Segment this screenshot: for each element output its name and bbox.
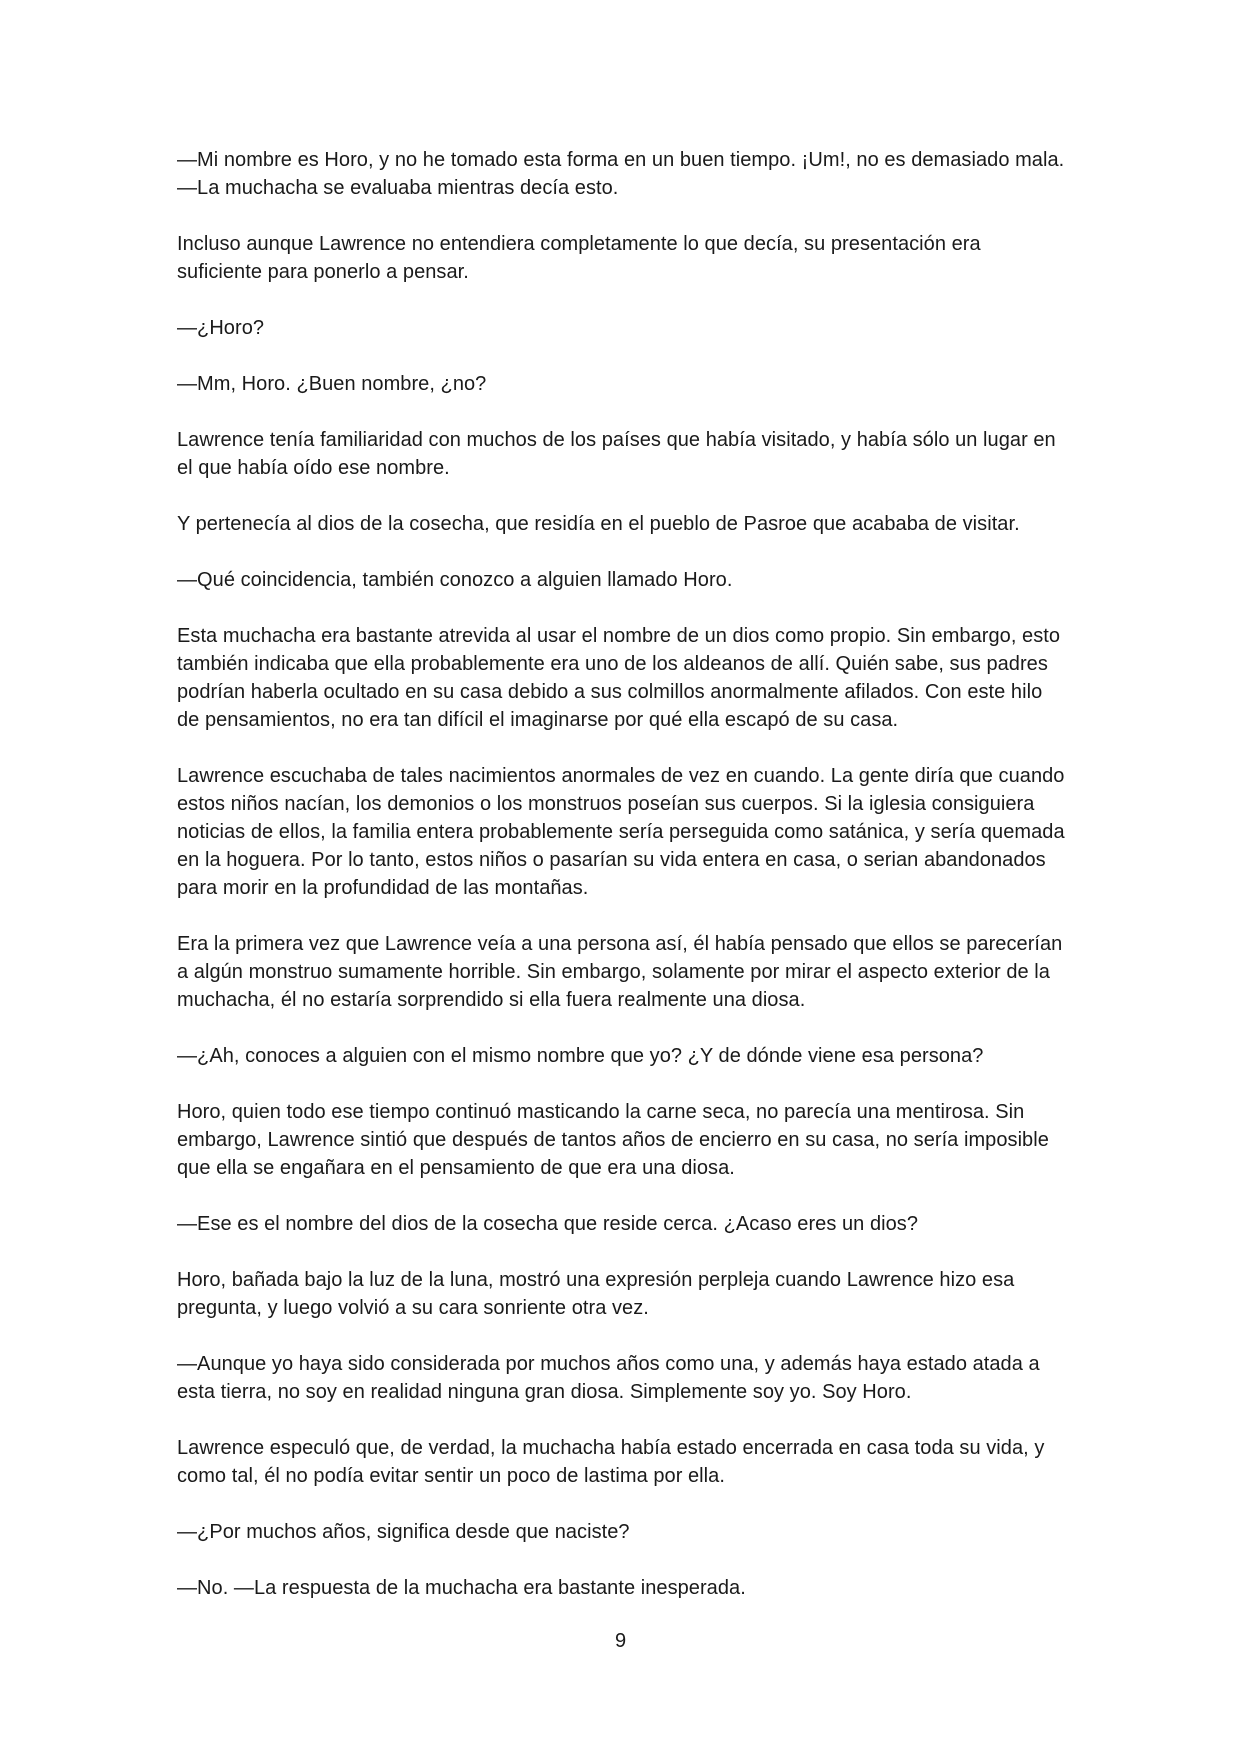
- paragraph-5: Lawrence tenía familiaridad con muchos de los países que había visitado, y había sólo un lugar en el que había oído ese nombre.: [177, 429, 1056, 479]
- paragraph-15: —Aunque yo haya sido considerada por muchos años como una, y además haya estado atada a esta tierra, no soy en realidad ninguna gran diosa. Simplemente soy yo. Soy Horo.: [177, 1353, 1040, 1403]
- paragraph-2: Incluso aunque Lawrence no entendiera completamente lo que decía, su presentación era suficiente para ponerlo a pensar.: [177, 233, 981, 283]
- paragraph-18: —No. —La respuesta de la muchacha era bastante inesperada.: [177, 1577, 746, 1599]
- paragraph-6: Y pertenecía al dios de la cosecha, que residía en el pueblo de Pasroe que acababa de visitar.: [177, 513, 1020, 535]
- document-body: [177, 146, 1067, 1630]
- paragraph-4: —Mm, Horo. ¿Buen nombre, ¿no?: [177, 373, 487, 395]
- paragraph-11: —¿Ah, conoces a alguien con el mismo nombre que yo? ¿Y de dónde viene esa persona?: [177, 1045, 984, 1067]
- paragraph-17: —¿Por muchos años, significa desde que naciste?: [177, 1521, 630, 1543]
- paragraph-13: —Ese es el nombre del dios de la cosecha que reside cerca. ¿Acaso eres un dios?: [177, 1213, 919, 1235]
- paragraph-8: Esta muchacha era bastante atrevida al usar el nombre de un dios como propio. Sin embargo, esto también indicaba que ella probablemente era uno de los aldeanos de allí. Quién sabe, sus padres podrían haberla ocultado en su casa debido a sus colmillos anormalmente afilados. Con este hilo de pensamientos, no era tan difícil el imaginarse por qué ella escapó de su casa.: [177, 625, 1061, 731]
- page-number: 9: [614, 1630, 627, 1652]
- paragraph-14: Horo, bañada bajo la luz de la luna, mostró una expresión perpleja cuando Lawrence hizo esa pregunta, y luego volvió a su cara sonriente otra vez.: [177, 1269, 1015, 1319]
- paragraph-3: —¿Horo?: [177, 317, 265, 339]
- paragraph-9: Lawrence escuchaba de tales nacimientos anormales de vez en cuando. La gente diría que cuando estos niños nacían, los demonios o los monstruos poseían sus cuerpos. Si la iglesia consiguiera noticias de ellos, la familia entera probablemente sería perseguida como satánica, y sería quemada en la hoguera. Por lo tanto, estos niños o pasarían su vida entera en casa, o serian abandonados para morir en la profundidad de las montañas.: [177, 765, 1065, 899]
- paragraph-7: —Qué coincidencia, también conozco a alguien llamado Horo.: [177, 569, 733, 591]
- paragraph-10: Era la primera vez que Lawrence veía a una persona así, él había pensado que ellos se parecerían a algún monstruo sumamente horrible. Sin embargo, solamente por mirar el aspecto exterior de la muchacha, él no estaría sorprendido si ella fuera realmente una diosa.: [177, 933, 1063, 1011]
- paragraph-12: Horo, quien todo ese tiempo continuó masticando la carne seca, no parecía una mentirosa. Sin embargo, Lawrence sintió que después de tantos años de encierro en su casa, no sería imposible que ella se engañara en el pensamiento de que era una diosa.: [177, 1101, 1049, 1179]
- paragraph-1: —Mi nombre es Horo, y no he tomado esta forma en un buen tiempo. ¡Um!, no es demasiado mala. —La muchacha se evaluaba mientras decía esto.: [177, 149, 1065, 199]
- paragraph-16: Lawrence especuló que, de verdad, la muchacha había estado encerrada en casa toda su vida, y como tal, él no podía evitar sentir un poco de lastima por ella.: [177, 1437, 1045, 1487]
